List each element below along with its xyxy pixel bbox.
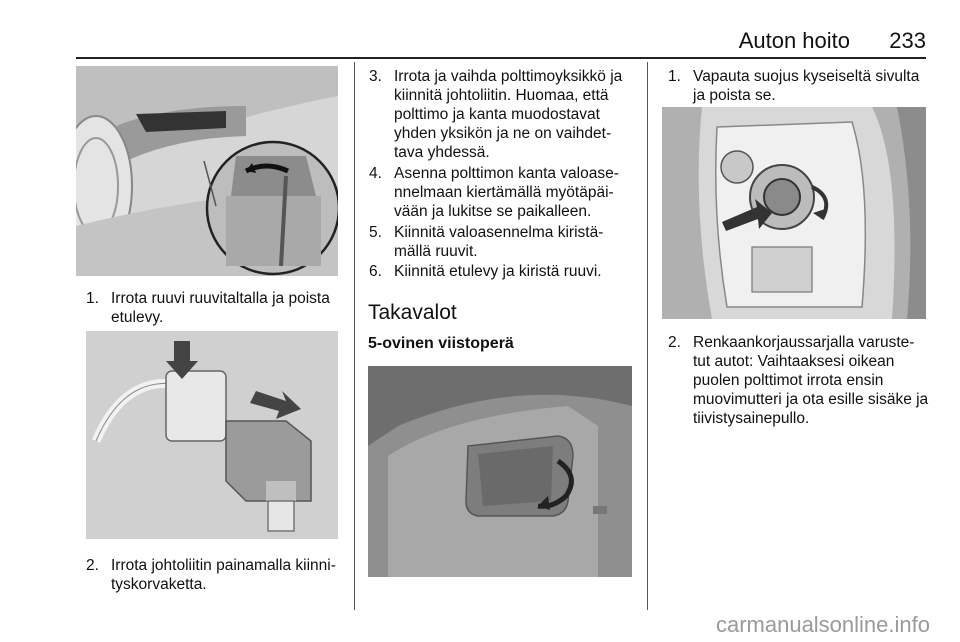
figure-connector	[86, 331, 338, 539]
step-number: 1.	[86, 290, 99, 307]
page-number: 233	[889, 28, 926, 53]
section-heading: Takavalot	[368, 301, 457, 324]
page-header-title: Auton hoito	[738, 28, 850, 53]
step-number: 2.	[668, 334, 681, 351]
step-number: 6.	[369, 263, 382, 280]
step-text: Renkaankorjaussarjalla varuste-tut autot: Vaihtaaksesi oikean puolen polttimot irrota ensin muovimutteri ja ota esille sisäke ja tiivistysainepullo.	[693, 334, 929, 427]
header-rule	[76, 57, 926, 59]
step-text: Vapauta suojus kyseiseltä sivulta ja poista se.	[693, 68, 920, 104]
figure-front-bumper	[76, 66, 338, 276]
step-text: Irrota ja vaihda polttimoyksikkö ja kiinnitä johtoliitin. Huomaa, että polttimo ja kanta muodostavat yhden yksikön ja ne on vaihdet-tava yhdessä.	[394, 68, 623, 161]
step-text: Asenna polttimon kanta valoase-nnelmaan kiertämällä myötäpäi-vään ja lukitse se paikalleen.	[394, 165, 619, 220]
step-6-middle	[369, 262, 637, 281]
step-2-right	[668, 333, 930, 428]
step-3-middle	[369, 67, 637, 162]
step-number: 2.	[86, 557, 99, 574]
step-number: 5.	[369, 224, 382, 241]
step-1-right	[668, 67, 930, 105]
step-number: 3.	[369, 68, 382, 85]
subheading: 5-ovinen viistoperä	[368, 335, 514, 352]
column-divider-left	[354, 62, 355, 610]
step-1-left	[86, 289, 341, 327]
step-text: Irrota johtoliitin painamalla kiinni-tyskorvaketta.	[111, 557, 336, 593]
step-text: Irrota ruuvi ruuvitaltalla ja poista etulevy.	[111, 290, 330, 326]
watermark: carmanualsonline.info	[715, 612, 930, 637]
step-5-middle	[369, 223, 637, 261]
step-2-left	[86, 556, 344, 594]
figure-tail-light-cover	[662, 107, 926, 319]
column-divider-right	[647, 62, 648, 610]
figure-trunk-panel	[368, 366, 632, 577]
step-text: Kiinnitä etulevy ja kiristä ruuvi.	[394, 263, 602, 280]
step-number: 4.	[369, 165, 382, 182]
step-4-middle	[369, 164, 637, 221]
step-text: Kiinnitä valoasennelma kiristä-mällä ruuvit.	[394, 224, 604, 260]
step-number: 1.	[668, 68, 681, 85]
